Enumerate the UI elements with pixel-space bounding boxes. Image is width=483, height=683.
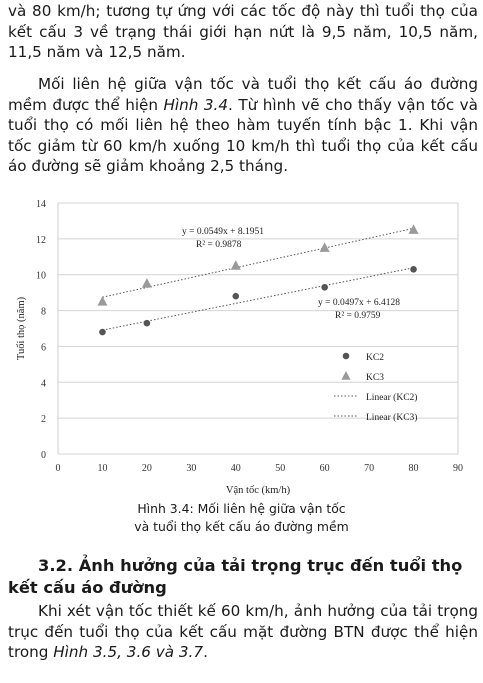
data-point-kc2 — [232, 293, 239, 300]
trend-equation-kc3: y = 0.0549x + 8.1951 — [182, 227, 264, 237]
x-tick-label: 80 — [408, 463, 419, 474]
y-tick-label: 6 — [41, 342, 46, 354]
figure-reference: Hình 3.5, 3.6 và 3.7 — [53, 643, 204, 662]
x-tick-label: 50 — [275, 463, 286, 474]
figure-caption-line2: và tuổi thọ kết cấu áo đường mềm — [134, 519, 349, 534]
section-heading: 3.2. Ảnh hưởng của tải trọng trục đến tuổi thọ kết cấu áo đường — [8, 556, 463, 597]
x-tick-label: 10 — [97, 463, 108, 474]
scatter-chart — [0, 190, 483, 500]
paragraph-text: . Từ hình vẽ cho thấy vận tốc và tuổi thọ có mối liên hệ theo hàm tuyến tính bậc 1. Khi vận tốc giảm từ 60 km/h xuống 10 km/h thì tuổi thọ của kết cấu áo đường sẽ giảm khoảng 2,5 tháng. — [8, 95, 478, 176]
legend-label-kc3: KC3 — [366, 373, 384, 383]
figure-chart — [0, 190, 483, 504]
x-axis-label: Vận tốc (km/h) — [225, 485, 291, 496]
figure-reference: Hình 3.4 — [163, 95, 229, 114]
figure-caption-line1: Hình 3.4: Mối liên hệ giữa vận tốc — [137, 501, 346, 516]
y-tick-label: 10 — [36, 270, 46, 282]
legend-trend-label-kc2: Linear (KC2) — [366, 393, 418, 403]
x-tick-label: 90 — [453, 463, 463, 474]
x-tick-label: 40 — [230, 463, 241, 474]
paragraph-figure-description — [8, 74, 478, 177]
paragraph-axle-load — [8, 601, 478, 663]
data-point-kc2 — [99, 329, 106, 336]
y-axis-label: Tuổi thọ (năm) — [16, 296, 27, 361]
y-tick-label: 12 — [36, 234, 46, 246]
trend-r2-kc2: R² = 0.9759 — [335, 311, 381, 321]
x-tick-label: 0 — [55, 463, 61, 474]
paragraph-text: . — [203, 643, 208, 662]
y-tick-label: 4 — [41, 378, 46, 390]
trend-equation-kc2: y = 0.0497x + 6.4128 — [318, 298, 400, 308]
x-tick-label: 60 — [319, 463, 330, 474]
data-point-kc2 — [321, 284, 328, 291]
data-point-kc3 — [142, 278, 152, 288]
y-tick-label: 2 — [41, 414, 46, 426]
x-tick-label: 30 — [186, 463, 197, 474]
y-tick-label: 14 — [36, 199, 46, 210]
trend-r2-kc3: R² = 0.9878 — [196, 240, 242, 250]
y-tick-label: 0 — [41, 450, 46, 461]
y-tick-label: 8 — [41, 306, 46, 318]
data-point-kc3 — [97, 296, 107, 306]
x-tick-label: 70 — [364, 463, 375, 474]
paragraph-text: Mối liên hệ giữa vận tốc và tuổi thọ kết cấu áo đường mềm được thể hiện — [8, 75, 478, 114]
paragraph-intro — [8, 1, 478, 63]
data-point-kc2 — [410, 266, 417, 273]
x-tick-label: 20 — [141, 463, 152, 474]
legend-label-kc2: KC2 — [366, 353, 384, 363]
legend-trend-label-kc3: Linear (KC3) — [366, 413, 418, 423]
legend-marker-kc2 — [343, 353, 350, 360]
paragraph-text: Khi xét vận tốc thiết kế 60 km/h, ảnh hưởng của tải trọng trục đến tuổi thọ của kết cấu mặt đường BTN được thể hiện trong — [8, 602, 478, 662]
figure-caption — [0, 500, 483, 536]
data-point-kc2 — [144, 320, 151, 327]
paragraph-intro-text: và 80 km/h; tương tự ứng với các tốc độ này thì tuổi thọ của kết cấu 3 về trạng thái giới hạn nứt là 9,5 năm, 10,5 năm, 11,5 năm và 12,5 năm. — [8, 2, 478, 62]
data-point-kc3 — [231, 260, 241, 270]
legend-marker-kc3 — [341, 371, 350, 380]
